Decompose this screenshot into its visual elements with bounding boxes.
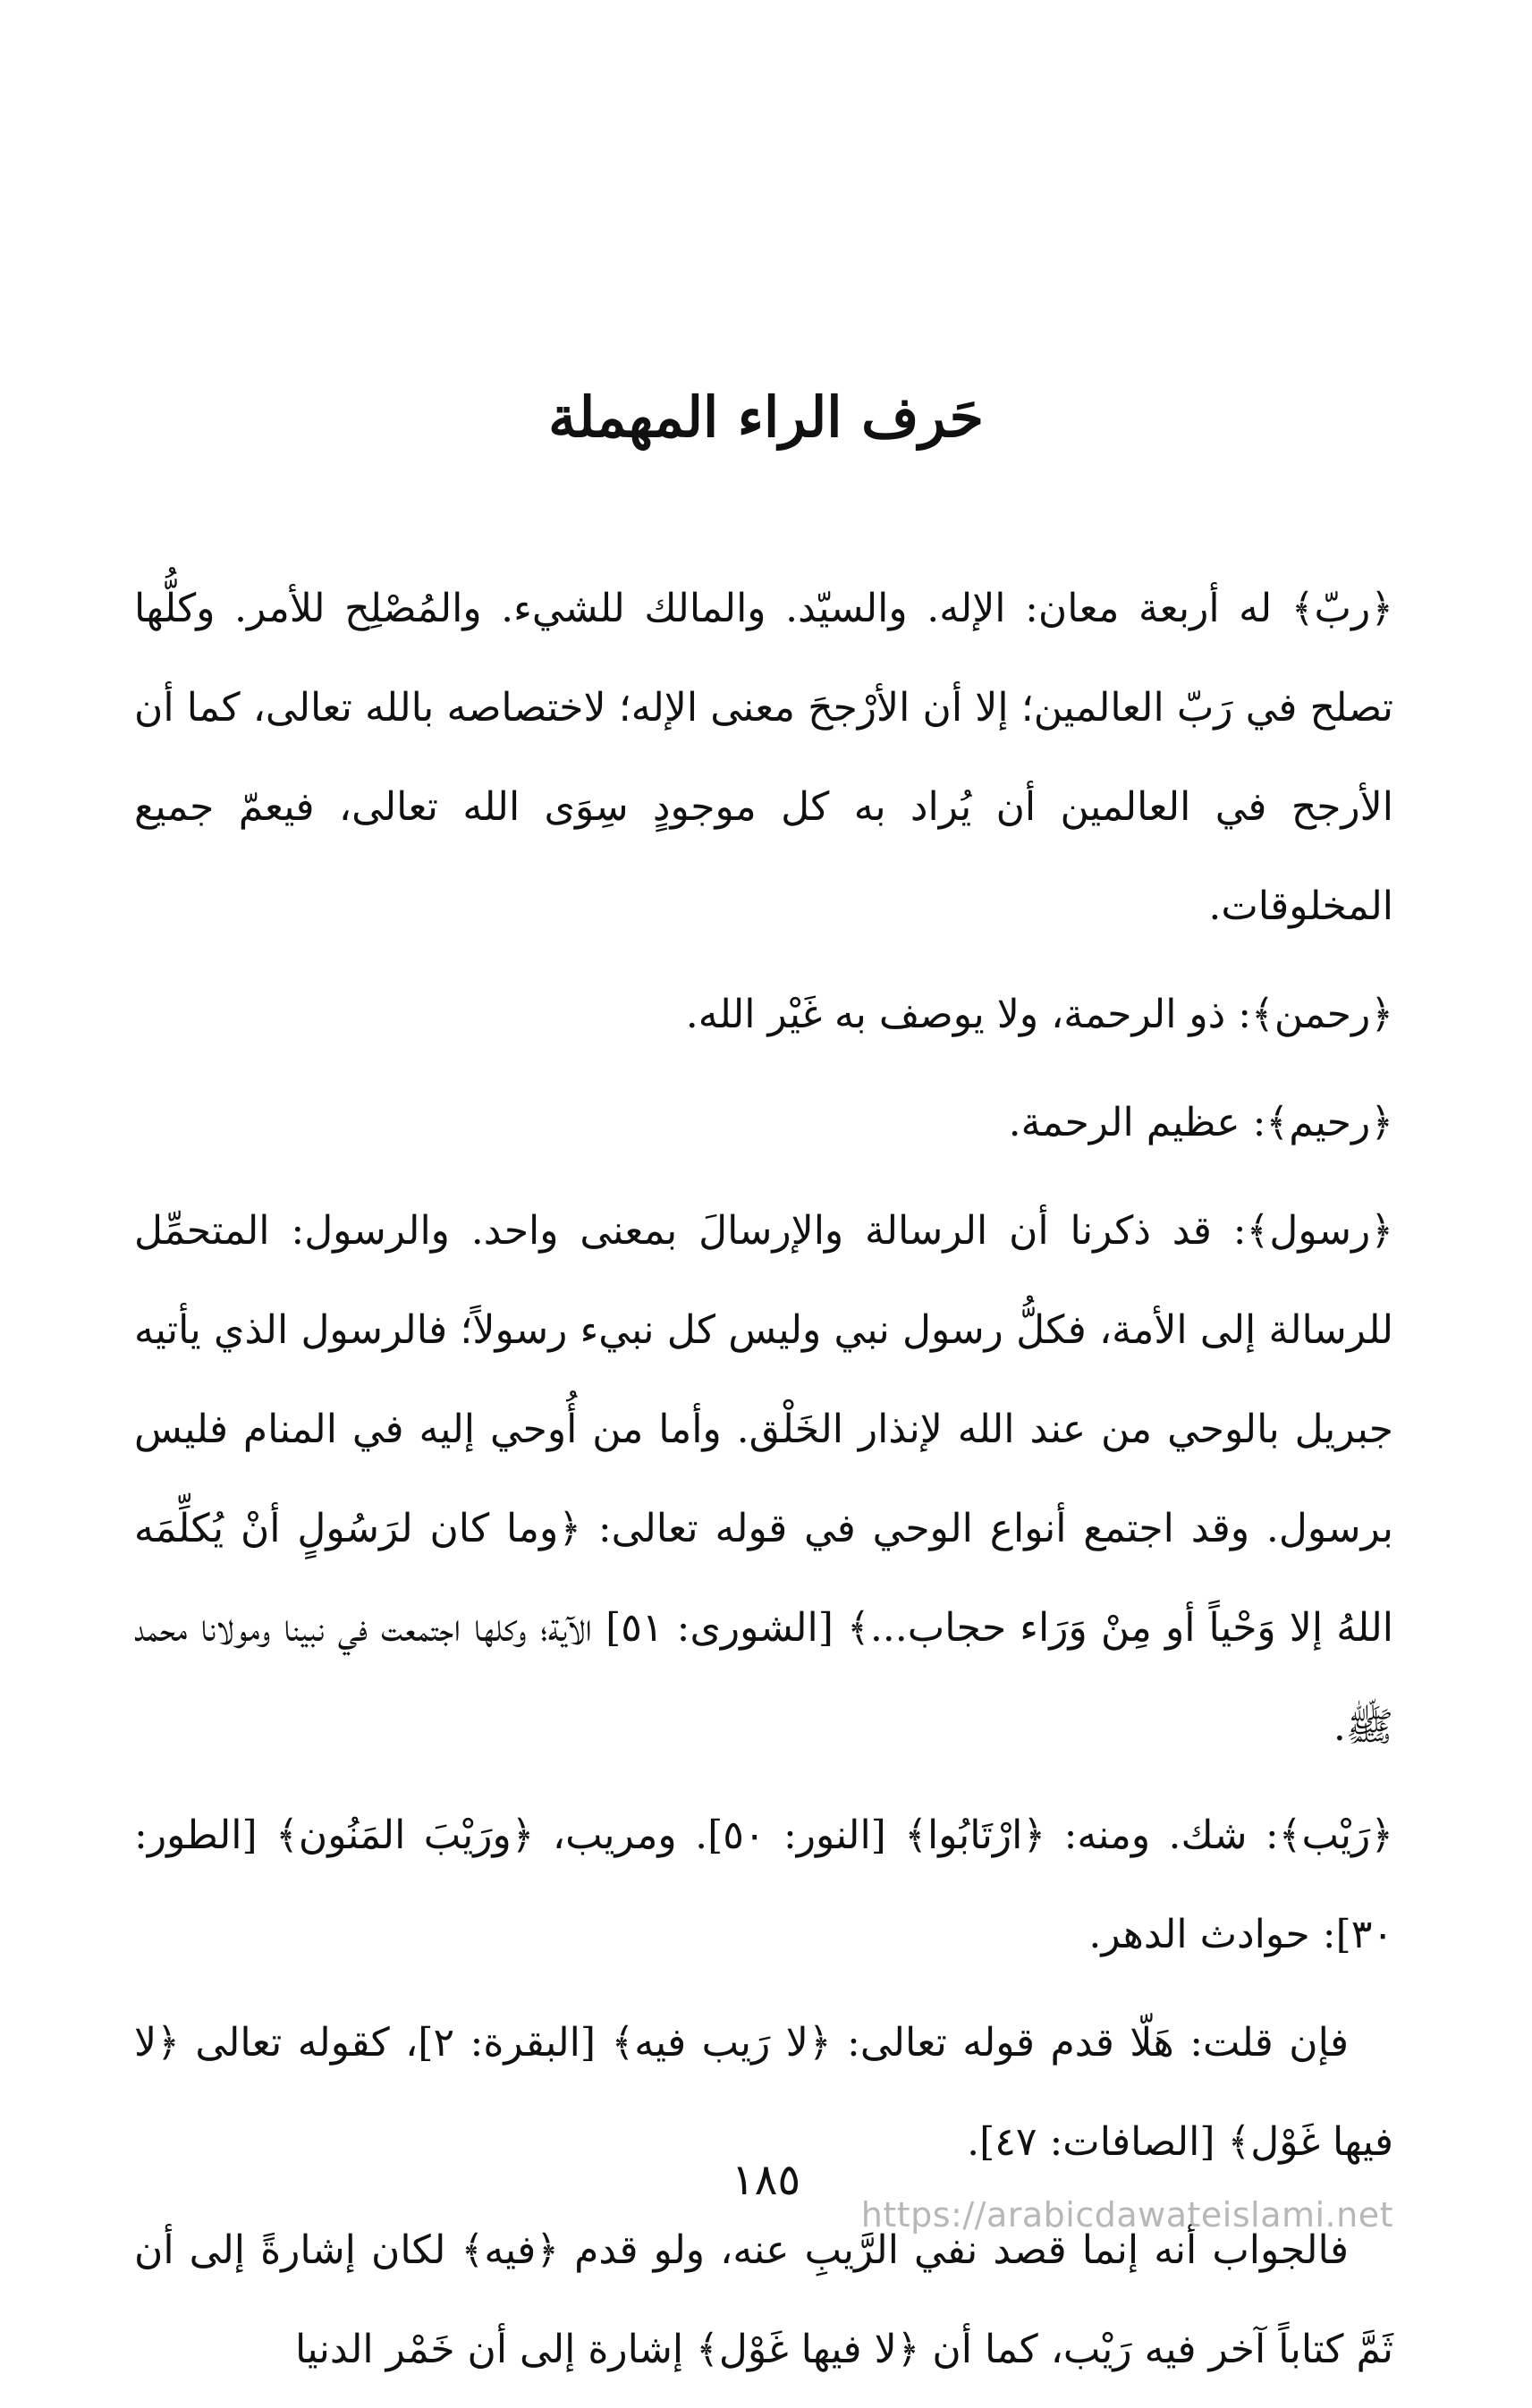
paragraph-question: فإن قلت: هَلّا قدم قوله تعالى: ﴿لا رَيب فيه﴾ [البقرة: ٢]، كقوله تعالى ﴿لا فيها غَوْل﴾ [الصافات: ٤٧]. xyxy=(134,2020,1393,2165)
paragraph-answer: فالجواب أنه إنما قصد نفي الرَّيبِ عنه، ولو قدم ﴿فيه﴾ لكان إشارةً إلى أن ثَمَّ كتاباً آخر فيه رَيْب، كما أن ﴿لا فيها غَوْل﴾ إشارة إلى أن خَمْر الدنيا xyxy=(134,2227,1393,2372)
page-number: ١٨٥ xyxy=(731,2155,801,2205)
chapter-heading: حَرف الراء المهملة xyxy=(548,384,984,450)
paragraph-rahim: ﴿رحيم﴾: عظيم الرحمة. xyxy=(1008,1100,1393,1145)
body-text xyxy=(134,559,1393,2408)
paragraph-rabb: ﴿ربّ﴾ له أربعة معان: الإله. والسيّد. والمالك للشيء. والمُصْلِح للأمر. وكلُّها تصلح في رَبّ العالمين؛ إلا أن الأرْجحَ معنى الإله؛ لاختصاصه بالله تعالى، كما أن الأرجح في العالمين أن يُراد به كل موجودٍ سِوَى الله تعالى، فيعمّ جميع المخلوقات. xyxy=(134,586,1393,929)
watermark-url: https://arabicdawateislami.net xyxy=(860,2195,1393,2235)
paragraph-rayb: ﴿رَيْب﴾: شك. ومنه: ﴿ارْتَابُوا﴾ [النور: ٥٠]. ومريب، ﴿ورَيْبَ المَنُون﴾ [الطور: ٣٠]: حوادث الدهر. xyxy=(134,1812,1393,1957)
paragraph-rahman: ﴿رحمن﴾: ذو الرحمة، ولا يوصف به غَيْر الله. xyxy=(685,992,1393,1037)
paragraph-rasul: ﴿رسول﴾: قد ذكرنا أن الرسالة والإرسالَ بمعنى واحد. والرسول: المتحمِّل للرسالة إلى الأمة، فكلُّ رسول نبي وليس كل نبيء رسولاً؛ فالرسول الذي يأتيه جبريل بالوحي من عند الله لإنذار الخَلْق. وأما من أُوحي إليه في المنام فليس برسول. وقد اجتمع أنواع الوحي في قوله تعالى: ﴿وما كان لرَسُولٍ أنْ يُكلِّمَه اللهُ إلا وَحْياً أو مِنْ وَرَاء حجاب...﴾ [الشورى: ٥١] الآية؛ وكلها اجتمعت في نبينا ومولانا محمد ﷺ. xyxy=(134,1208,1394,1750)
